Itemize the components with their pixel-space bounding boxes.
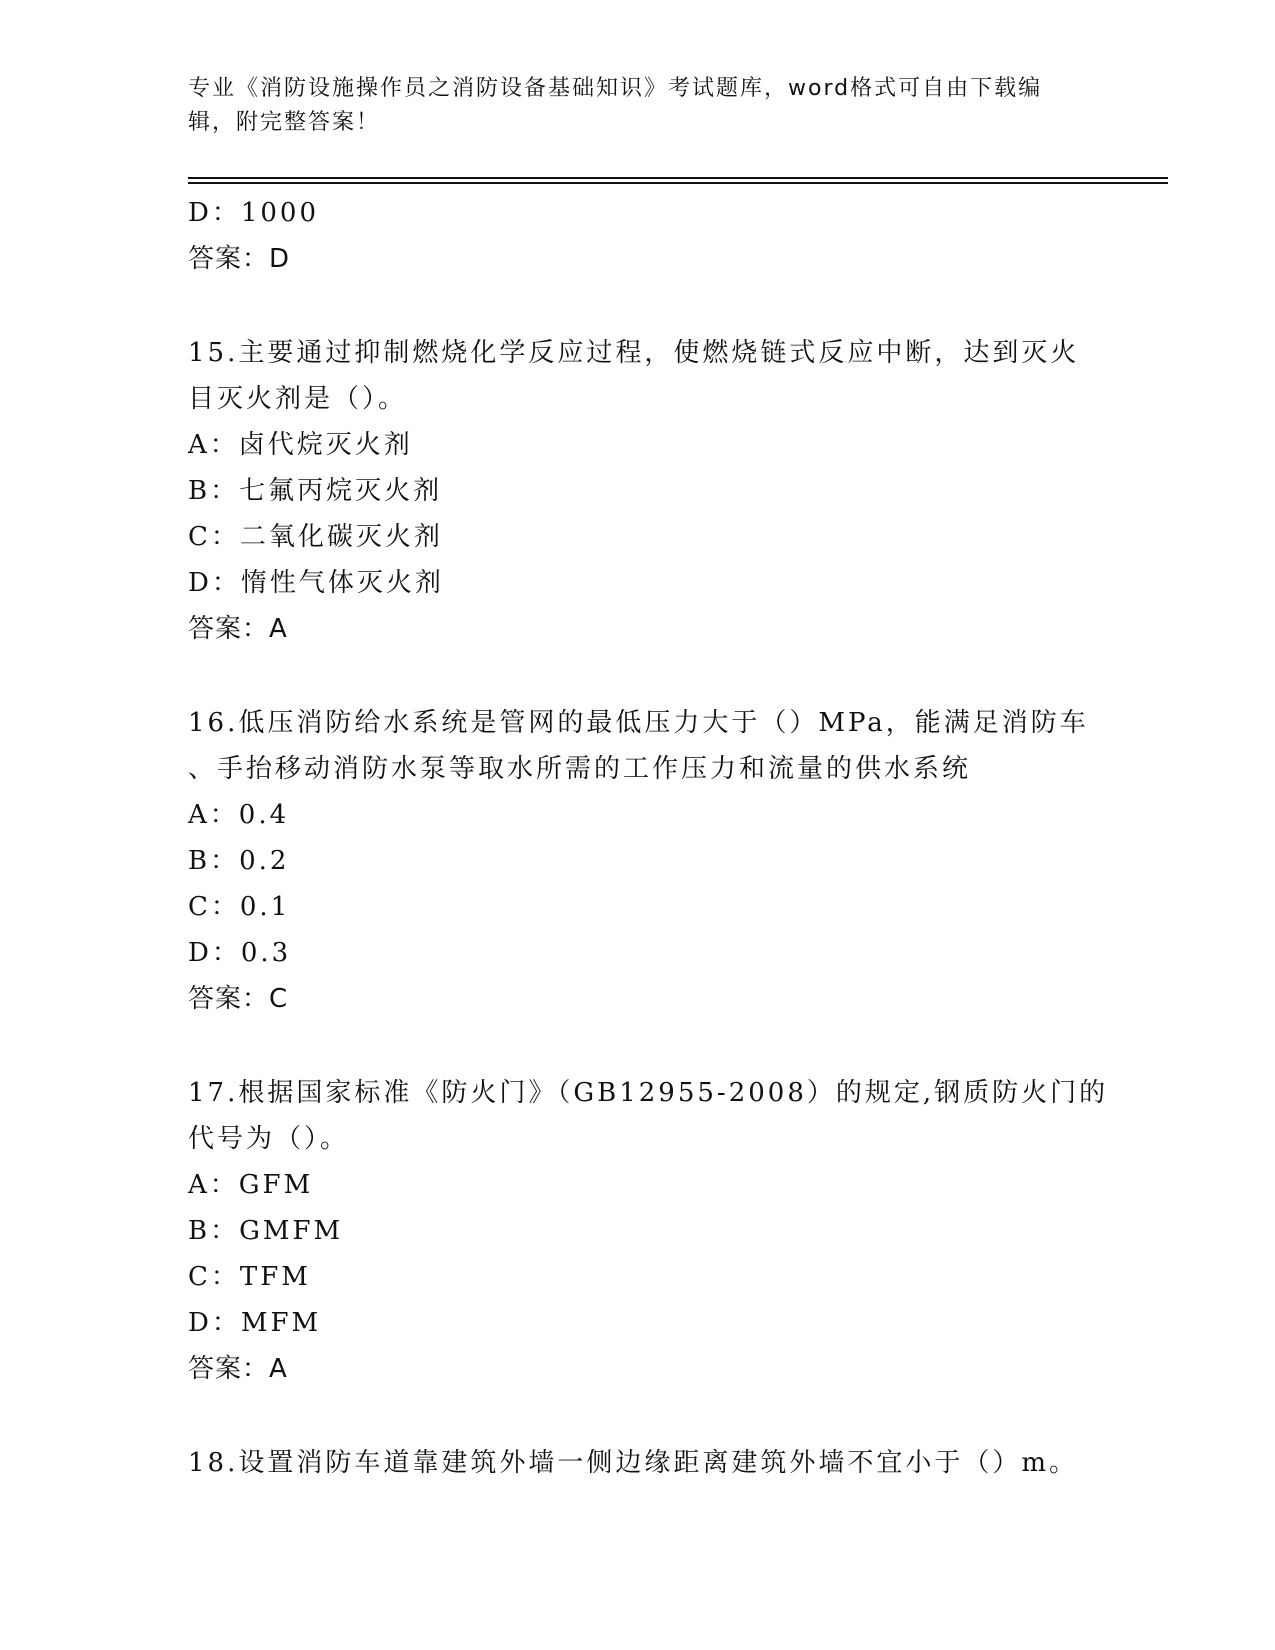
header-rule-bottom [188,182,1168,184]
option-c: C：二氧化碳灭火剂 [188,522,443,552]
option-a: A：0.4 [188,800,290,830]
option-a: A：卤代烷灭火剂 [188,430,413,460]
option-b: B：七氟丙烷灭火剂 [188,476,443,506]
option-c: C：0.1 [188,892,291,922]
question-text-line: 17.根据国家标准《防火门》（GB12955-2008）的规定,钢质防火门的 [188,1078,1109,1108]
answer-line: 答案：C [188,984,289,1014]
question-text-line: 18.设置消防车道靠建筑外墙一侧边缘距离建筑外墙不宜小于（）m。 [188,1448,1079,1478]
option-b: B：0.2 [188,846,290,876]
question-text-line: 目灭火剂是（）。 [188,384,408,414]
question-text-line: 15.主要通过抑制燃烧化学反应过程，使燃烧链式反应中断，达到灭火 [188,338,1080,368]
option-c: C：TFM [188,1262,311,1292]
option-b: B：GMFM [188,1216,344,1246]
question-16 [188,700,1088,1022]
option-d: D：1000 [188,198,320,228]
question-17 [188,1070,1109,1392]
question-18 [188,1440,1088,1486]
answer-line: 答案：D [188,244,291,274]
header-line-1: 专业《消防设施操作员之消防设备基础知识》考试题库，word格式可自由下载编 [188,76,1043,101]
question-text-line: 代号为（）。 [188,1124,350,1154]
answer-line: 答案：A [188,614,288,644]
option-d: D：0.3 [188,938,292,968]
option-a: A：GFM [188,1170,314,1200]
question-15 [188,330,1088,652]
header-rule-top [188,177,1168,179]
question-text-line: 16.低压消防给水系统是管网的最低压力大于（）MPa，能满足消防车 [188,708,1089,738]
header-line-2: 辑，附完整答案！ [188,110,381,135]
document-header [188,72,1068,140]
option-d: D：MFM [188,1308,322,1338]
question-text-line: 、手抬移动消防水泵等取水所需的工作压力和流量的供水系统 [188,754,972,784]
answer-line: 答案：A [188,1354,288,1384]
option-d: D：惰性气体灭火剂 [188,568,444,598]
question-list [188,190,1109,1486]
